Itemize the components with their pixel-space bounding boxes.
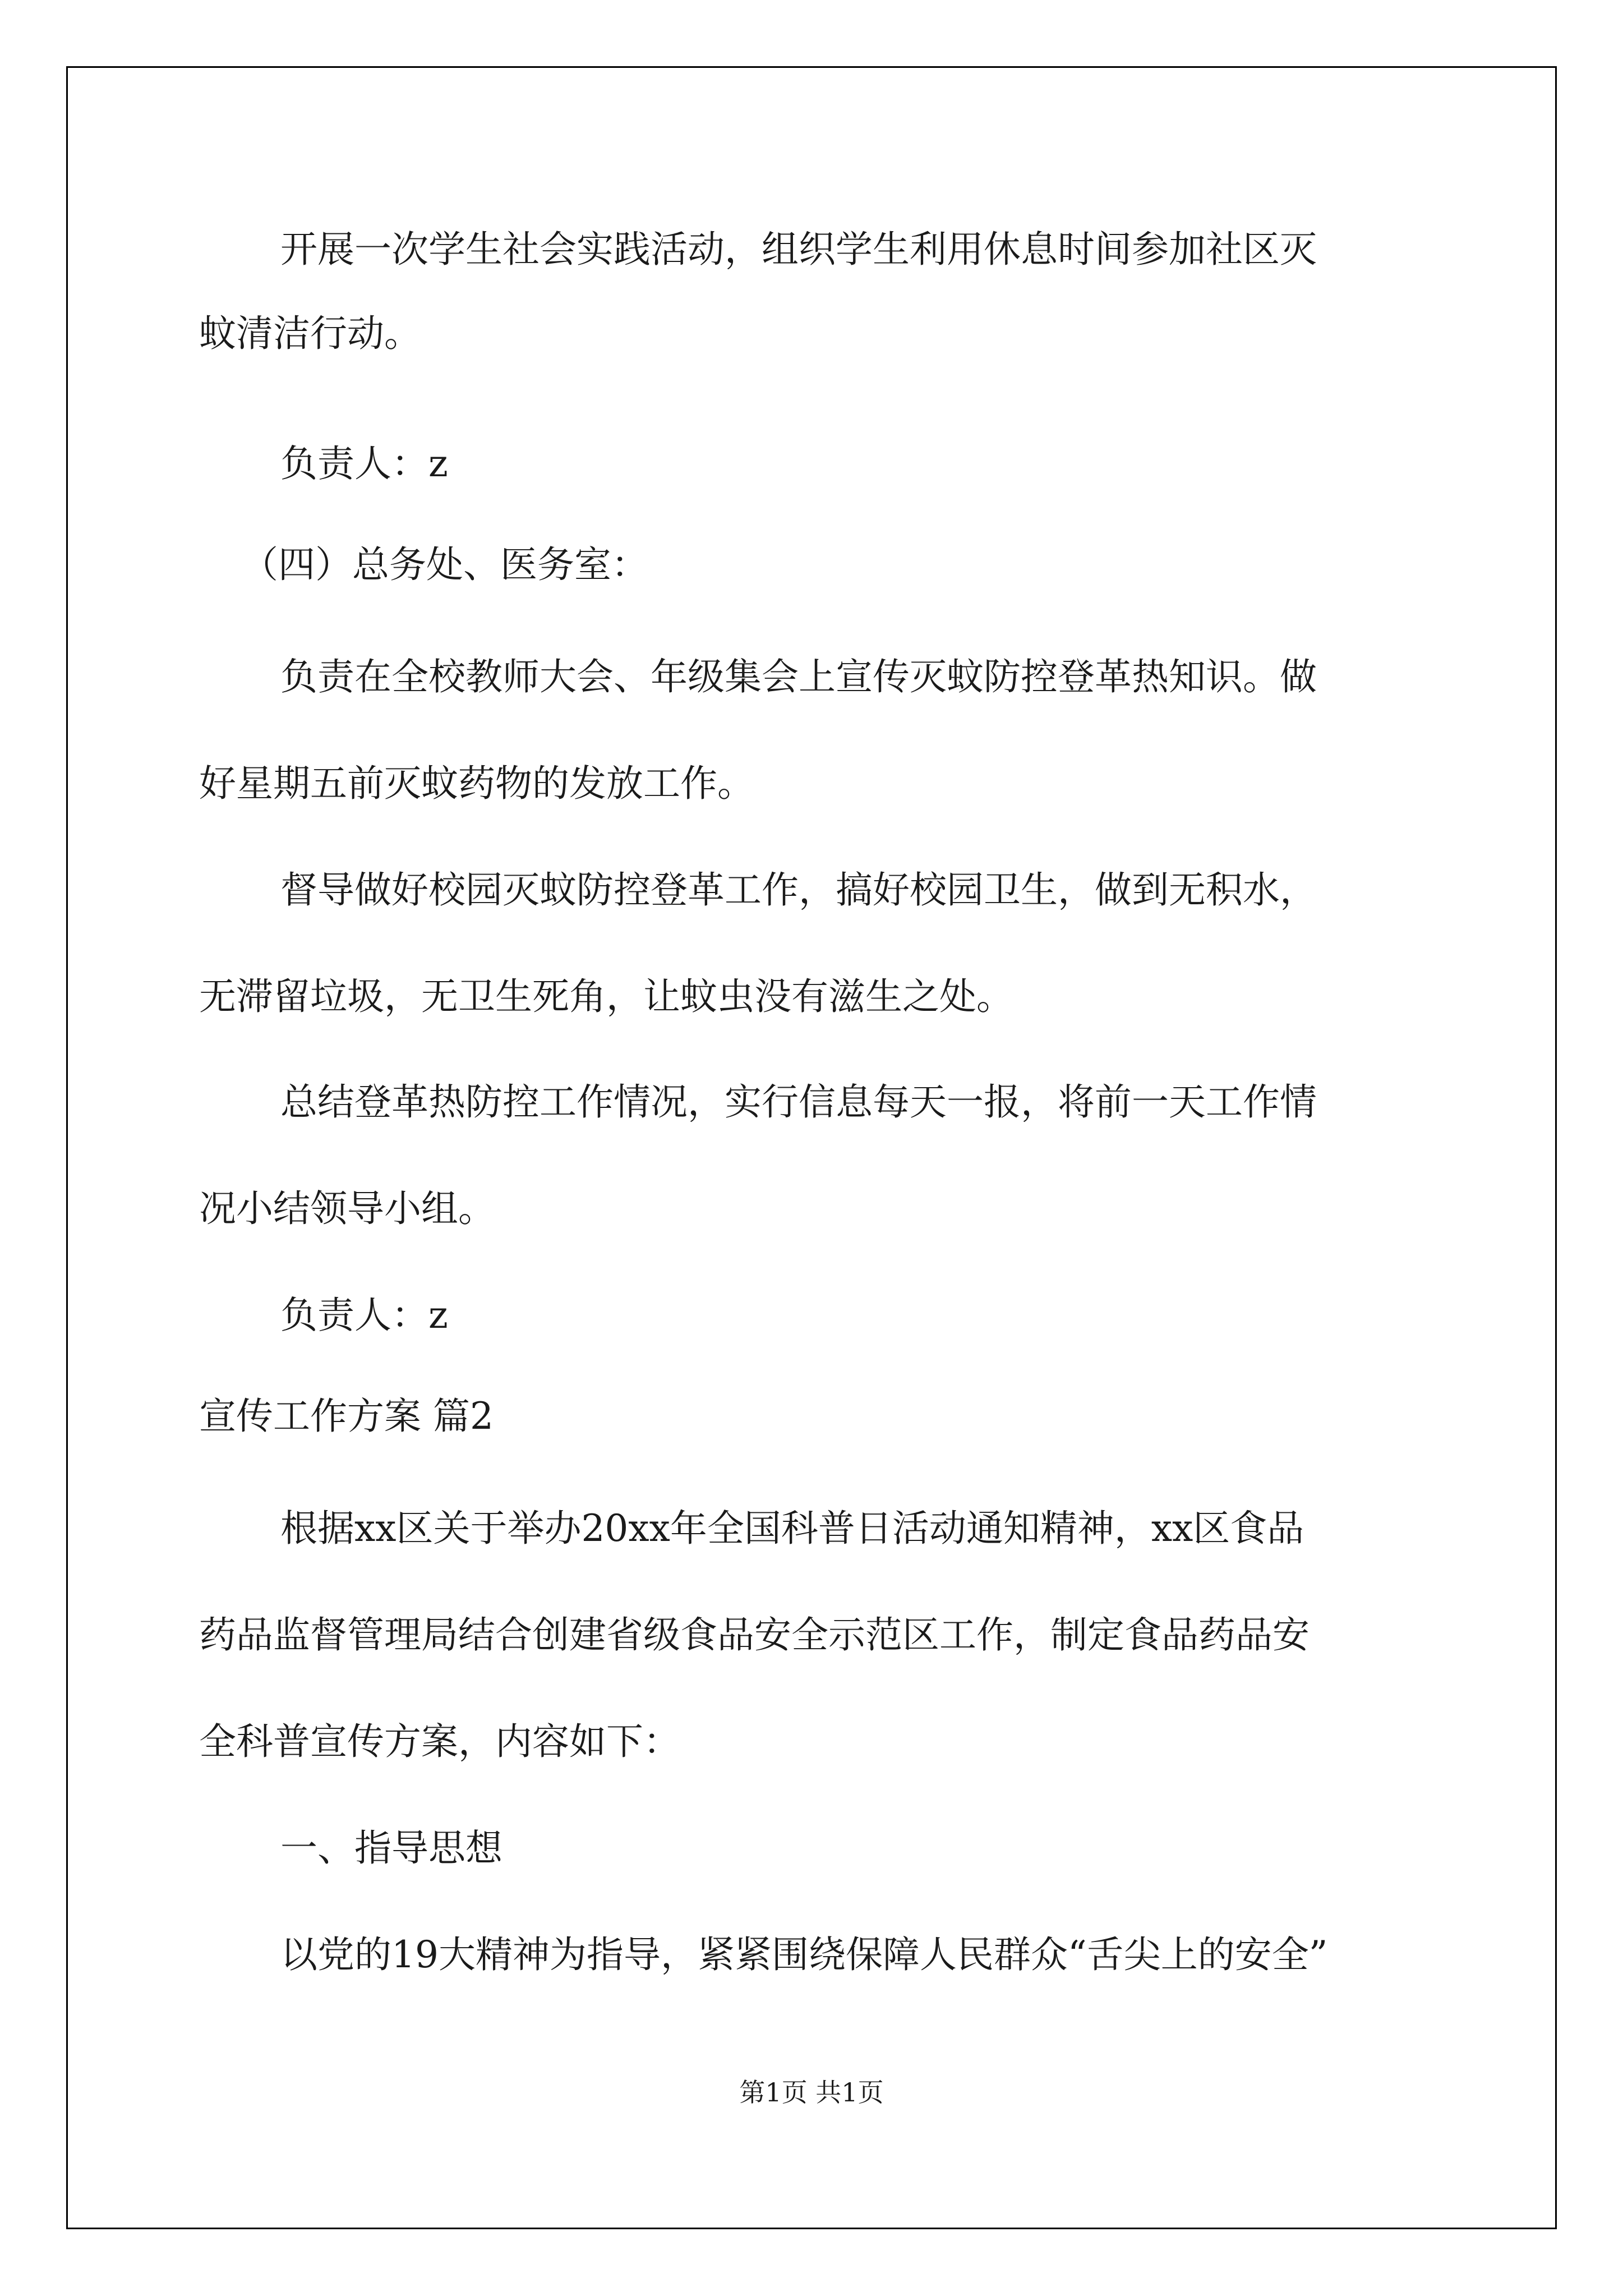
text-line: 督导做好校园灭蚊防控登革工作，搞好校园卫生，做到无积水， — [280, 868, 1317, 912]
text-line: 根据xx区关于举办20xx年全国科普日活动通知精神，xx区食品 — [280, 1507, 1304, 1550]
text-line: 况小结领导小组。 — [199, 1187, 495, 1230]
section-title: 宣传工作方案 篇2 — [199, 1395, 494, 1438]
text-line: 好星期五前灭蚊药物的发放工作。 — [199, 762, 754, 805]
text-line: 药品监督管理局结合创建省级食品安全示范区工作，制定食品药品安 — [199, 1613, 1310, 1657]
text-line: 蚊清洁行动。 — [199, 312, 421, 355]
page-border — [66, 66, 1557, 2229]
page-footer: 第1页 共1页 — [739, 2077, 884, 2108]
text-line: 无滞留垃圾，无卫生死角，让蚊虫没有滋生之处。 — [199, 975, 1013, 1018]
text-line: 负责人：z — [280, 1294, 448, 1337]
section-heading: （四）总务处、医务室： — [241, 543, 648, 586]
text-line: 全科普宣传方案，内容如下： — [199, 1720, 680, 1763]
text-line: 以党的19大精神为指导，紧紧围绕保障人民群众“舌尖上的安全” — [280, 1933, 1328, 1976]
text-line: 负责人：z — [280, 442, 448, 485]
section-heading: 一、指导思想 — [280, 1826, 502, 1870]
text-line: 负责在全校教师大会、年级集会上宣传灭蚊防控登革热知识。做 — [280, 655, 1317, 698]
text-line: 开展一次学生社会实践活动，组织学生利用休息时间参加社区灭 — [280, 228, 1317, 271]
text-line: 总结登革热防控工作情况，实行信息每天一报，将前一天工作情 — [280, 1080, 1317, 1124]
